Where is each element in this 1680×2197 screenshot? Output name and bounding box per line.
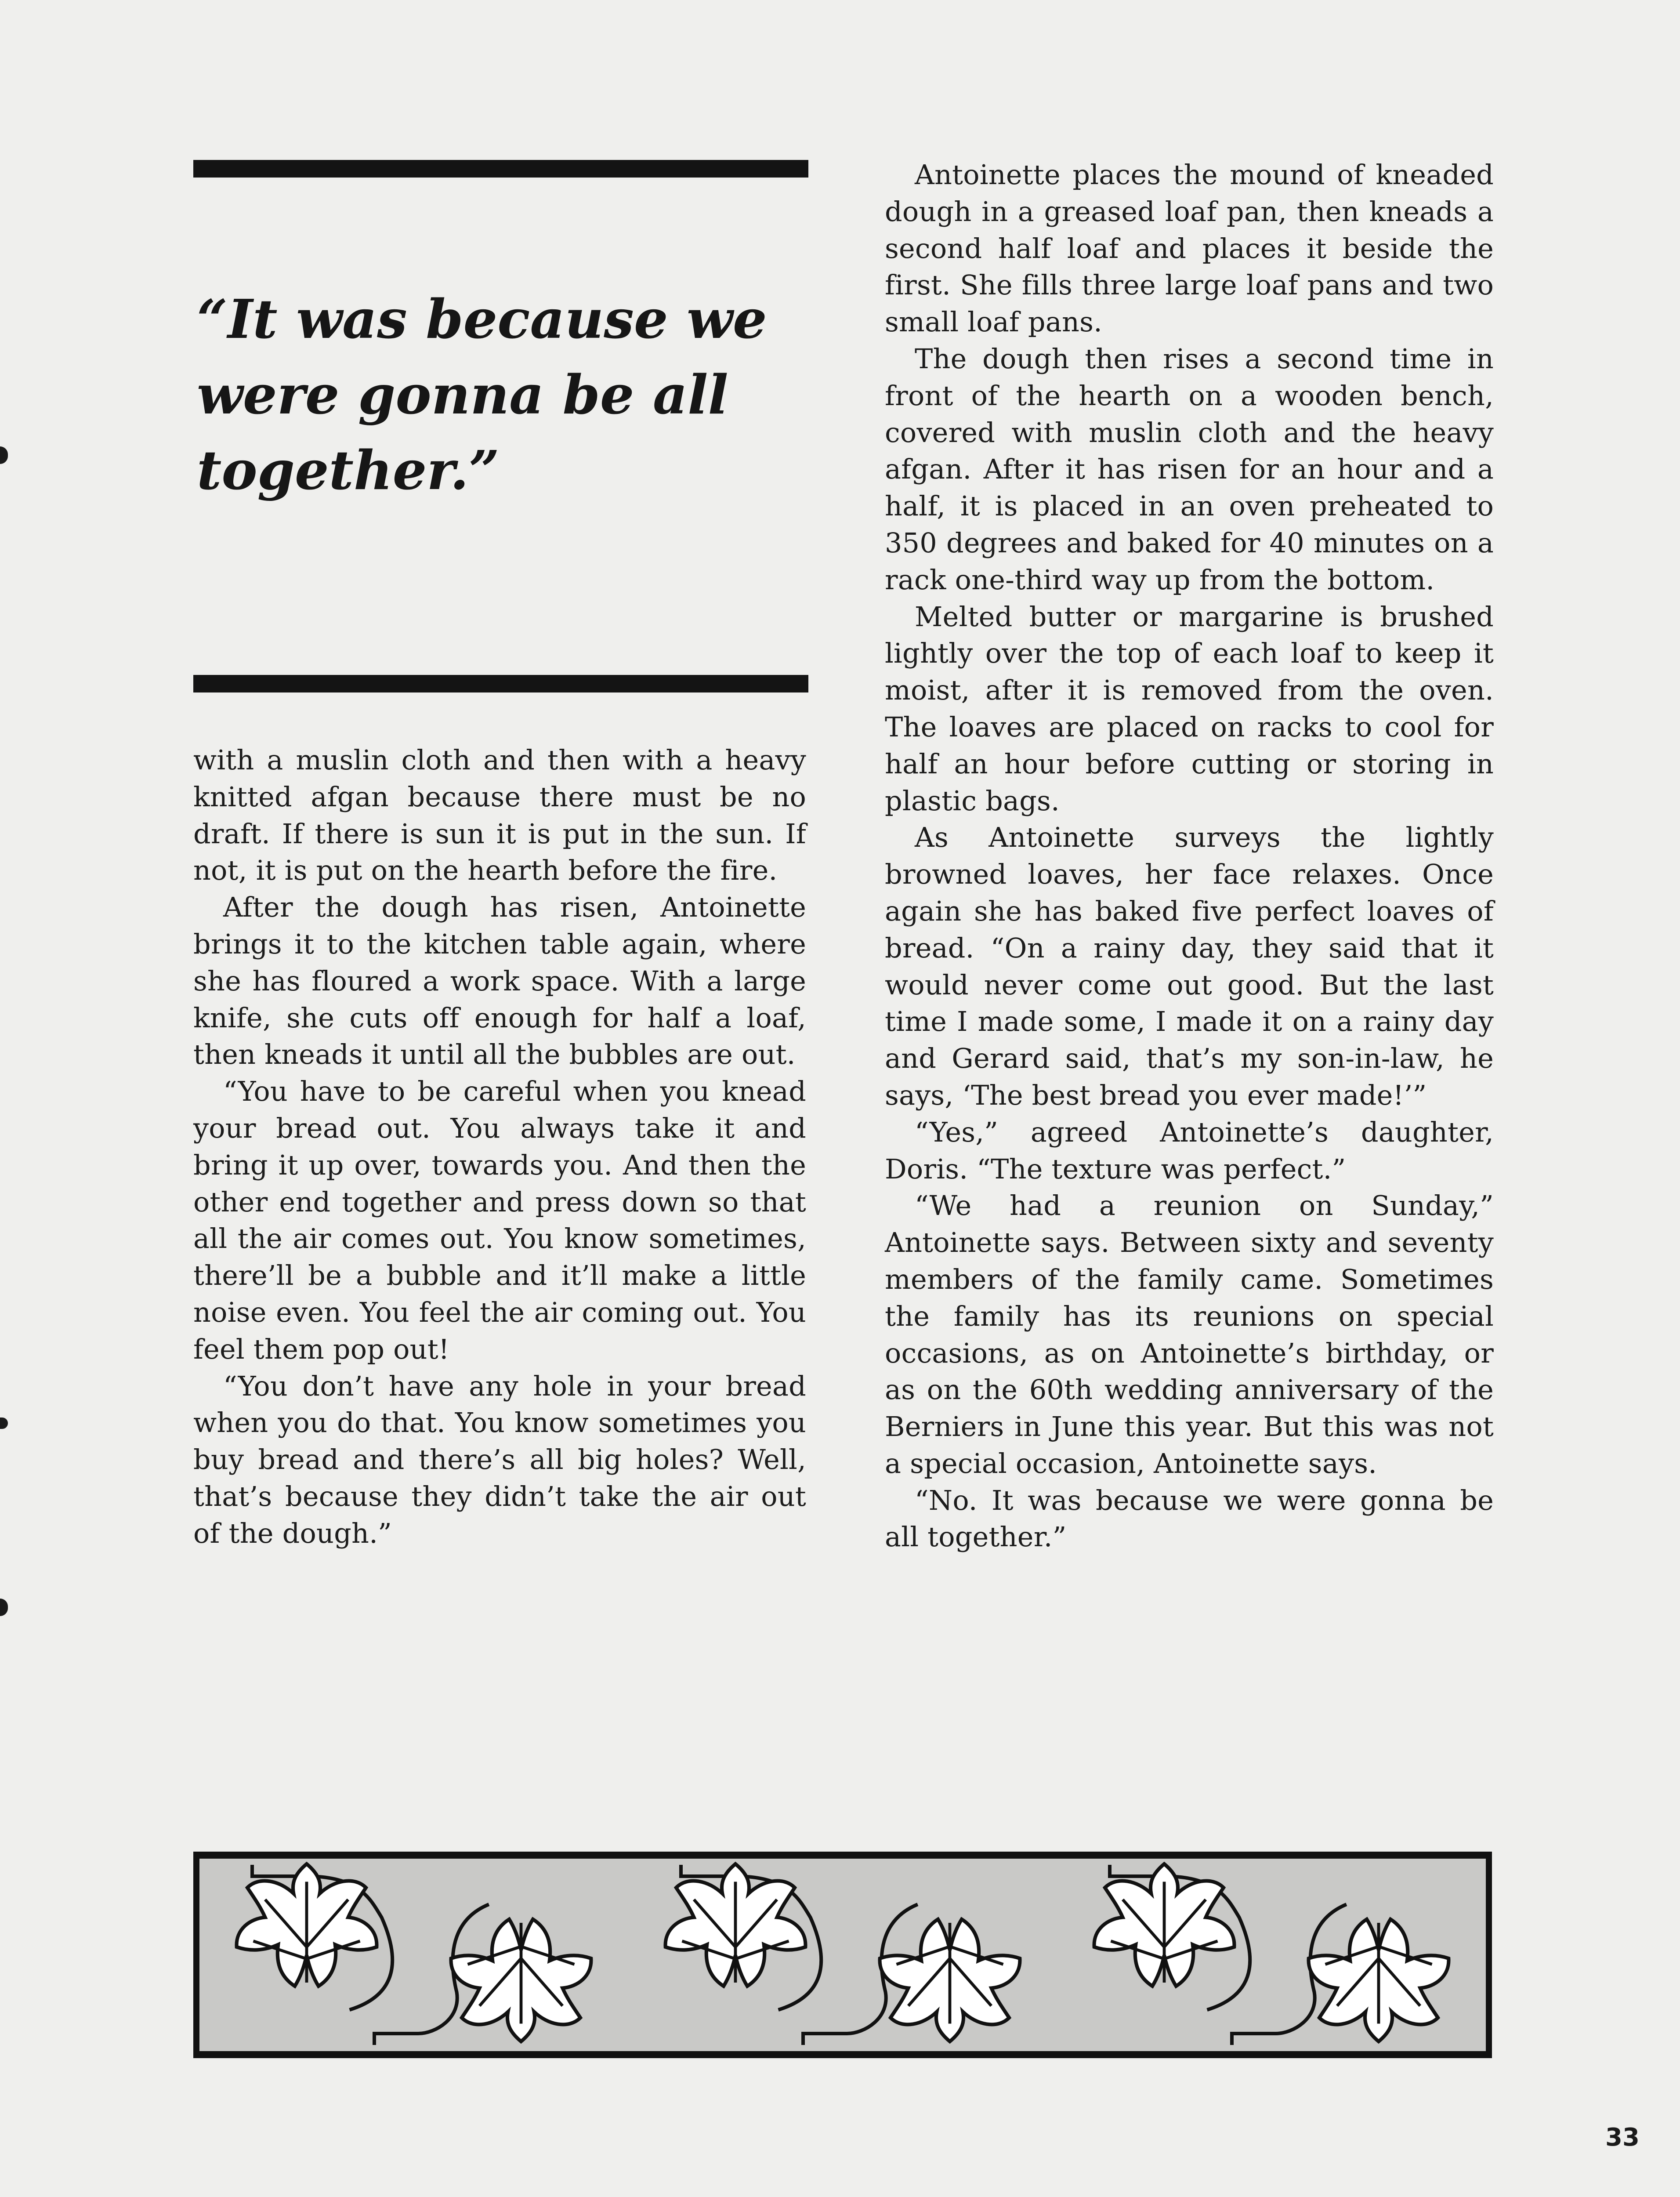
- binding-hole: [0, 1418, 8, 1429]
- body-paragraph: After the dough has risen, Antoinette brings it to the kitchen table again, where she has floured a work space. With a large knife, she cuts off enough for half a loaf, then kneads it until all the bubbles are out.: [193, 891, 806, 1071]
- left-text-column: [193, 742, 806, 1552]
- pull-quote: “It was because we were gonna be all together.”: [197, 287, 767, 502]
- body-paragraph: “We had a reunion on Sunday,” Antoinette says. Between sixty and seventy members of the family came. Sometimes the family has its reunions on special occasions, as on Antoinette’s birthday, or as on the 60th wedding anniversary of the Berniers in June this year. But this was not a special occasion, Antoinette says.: [885, 1189, 1494, 1479]
- body-paragraph: with a muslin cloth and then with a heavy knitted afgan because there must be no draft. If there is sun it is put in the sun. If not, it is put on the hearth before the fire.: [193, 744, 806, 887]
- body-paragraph: “No. It was because we were gonna be all together.”: [885, 1484, 1494, 1553]
- right-text-column: [885, 156, 1494, 1555]
- binding-hole: [0, 1599, 8, 1616]
- page-number: 33: [1605, 2123, 1640, 2152]
- body-paragraph: “You don’t have any hole in your bread when you do that. You know sometimes you buy bread and there’s all big holes? Well, that’s because they didn’t take the air out of the dough.”: [193, 1370, 806, 1549]
- binding-hole: [0, 446, 8, 464]
- body-paragraph: Antoinette places the mound of kneaded dough in a greased loaf pan, then kneads a second half loaf and places it beside the first. She fills three large loaf pans and two small loaf pans.: [885, 159, 1494, 338]
- body-paragraph: The dough then rises a second time in front of the hearth on a wooden bench, covered with muslin cloth and the heavy afgan. After it has risen for an hour and a half, it is placed in an oven preheated to 350 degrees and baked for 40 minutes on a rack one-third way up from the bottom.: [885, 342, 1494, 596]
- leaf-border-ornament: [193, 1852, 1492, 2058]
- pull-quote-top-rule: [193, 160, 808, 178]
- body-paragraph: “Yes,” agreed Antoinette’s daughter, Doris. “The texture was perfect.”: [885, 1116, 1494, 1185]
- body-paragraph: As Antoinette surveys the lightly browned loaves, her face relaxes. Once again she has baked five perfect loaves of bread. “On a rainy day, they said that it would never come out good. But the last time I made some, I made it on a rainy day and Gerard said, that’s my son-in-law, he says, ‘The best bread you ever made!’”: [885, 821, 1494, 1111]
- body-paragraph: “You have to be careful when you knead your bread out. You always take it and bring it up over, towards you. And then the other end together and press down so that all the air comes out. You know sometimes, there’ll be a bubble and it’ll make a little noise even. You feel the air coming out. You feel them pop out!: [193, 1075, 806, 1365]
- body-paragraph: Melted butter or margarine is brushed lightly over the top of each loaf to keep it moist, after it is removed from the oven. The loaves are placed on racks to cool for half an hour before cutting or storing in plastic bags.: [885, 600, 1494, 817]
- pull-quote-bottom-rule: [193, 675, 808, 692]
